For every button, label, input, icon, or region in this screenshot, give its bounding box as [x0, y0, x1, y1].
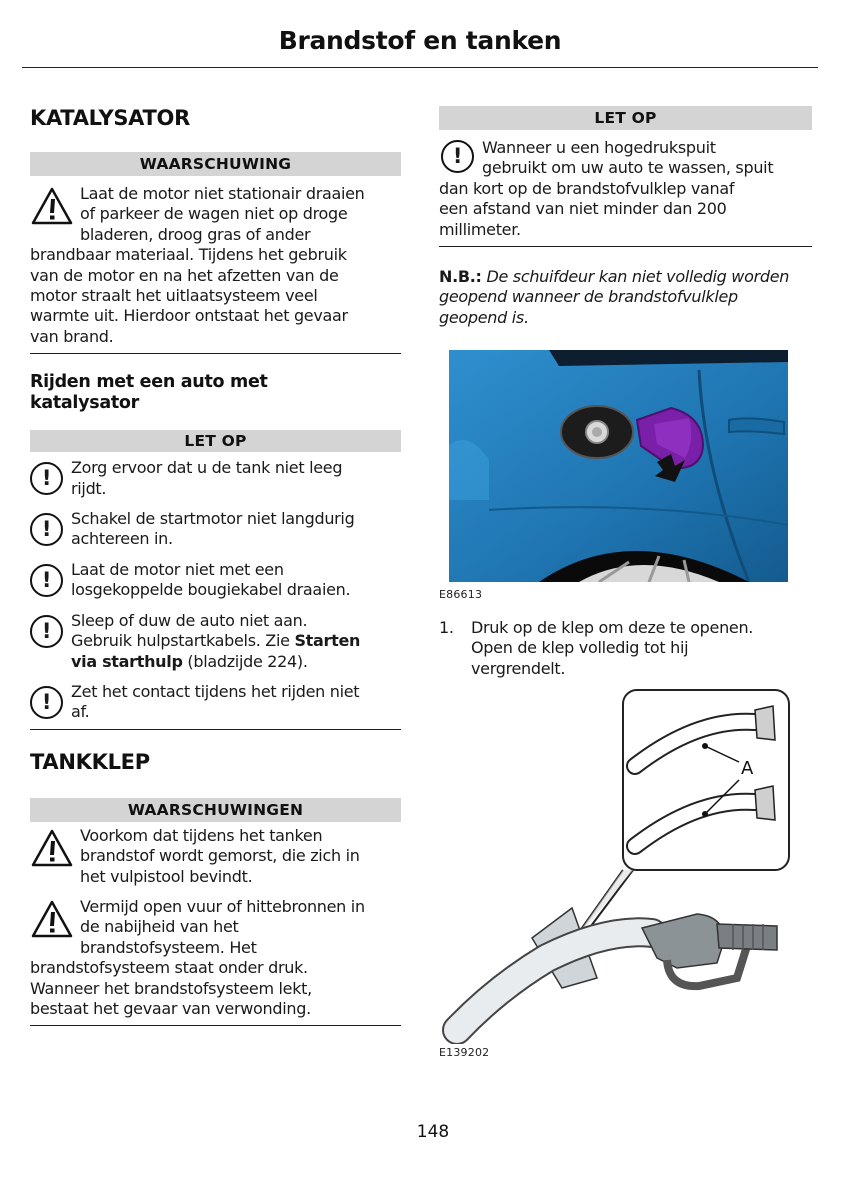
nb-text: De schuifdeur kan niet volledig worden — [481, 267, 790, 287]
note-line: Zorg ervoor dat u de tank niet leeg — [71, 458, 343, 478]
page-number: 148 — [416, 1122, 450, 1142]
subsection-title: katalysator — [30, 393, 139, 414]
note-item — [30, 611, 401, 672]
note-line — [71, 652, 401, 672]
section-title-tankklep: TANKKLEP — [30, 749, 150, 774]
caution-icon: ! — [30, 513, 63, 546]
caution-icon: ! — [441, 140, 474, 173]
warning-line: het vulpistool bevindt. — [80, 866, 253, 886]
note-line: Schakel de startmotor niet langdurig — [71, 509, 355, 529]
warning-line: of parkeer de wagen niet op droge — [80, 204, 348, 224]
note-item — [439, 138, 812, 240]
warning-triangle-icon — [30, 186, 74, 226]
right-column — [439, 106, 812, 328]
note-line: rijdt. — [71, 478, 107, 498]
step-line: Open de klep volledig tot hij — [471, 638, 689, 658]
divider — [439, 246, 812, 247]
caution-icon: ! — [30, 615, 63, 648]
cross-reference-link[interactable]: Starten — [294, 631, 361, 651]
warning-line: Laat de motor niet stationair draaien — [80, 184, 365, 203]
note-text: Gebruik hulpstartkabels. Zie — [71, 631, 295, 651]
warning-line: van de motor en na het afzetten van de — [30, 265, 339, 285]
caution-icon: ! — [30, 564, 63, 597]
note-bar: LET OP — [30, 430, 401, 452]
warning-line: brandstofsysteem. Het — [80, 937, 257, 957]
caution-icon: ! — [30, 462, 63, 495]
note-line: gebruikt om uw auto te wassen, spuit — [482, 158, 774, 178]
warning-line: brandstofsysteem staat onder druk. — [30, 958, 308, 978]
warning-bar: WAARSCHUWING — [30, 152, 401, 176]
warning-line: van brand. — [30, 326, 114, 346]
page-title: Brandstof en tanken — [278, 26, 562, 55]
step-number: 1. — [439, 618, 454, 637]
note-line: achtereen in. — [71, 529, 173, 549]
warning-line: Vermijd open vuur of hittebronnen in — [80, 896, 365, 916]
warning-line: bestaat het gevaar van verwonding. — [30, 998, 311, 1018]
step-line: vergrendelt. — [471, 658, 566, 678]
caution-icon: ! — [30, 686, 63, 719]
fuel-nozzle-diagram — [437, 688, 797, 1044]
warning-line: bladeren, droog gras of ander — [80, 224, 311, 244]
nb-line: geopend wanneer de brandstofvulklep — [439, 287, 738, 307]
warning-line: de nabijheid van het — [80, 917, 239, 937]
note-line: dan kort op de brandstofvulklep vanaf — [439, 178, 735, 198]
note-line: Wanneer u een hogedrukspuit — [482, 138, 716, 157]
diagram-callout-label: A — [741, 758, 754, 779]
warning-item — [30, 826, 401, 887]
divider — [30, 729, 401, 730]
figure-code: E139202 — [439, 1046, 490, 1059]
cross-reference-link[interactable]: via starthulp — [71, 651, 183, 671]
note-line: Zet het contact tijdens het rijden niet — [71, 681, 360, 701]
step-item — [439, 618, 812, 679]
warning-line: motor straalt het uitlaatsysteem veel — [30, 286, 318, 306]
subsection-title: Rijden met een auto met — [30, 372, 268, 393]
nb-line — [439, 267, 812, 287]
note-item — [30, 509, 401, 550]
nb-line: geopend is. — [439, 307, 529, 327]
warning-item — [30, 897, 401, 1019]
figure-code: E86613 — [439, 588, 483, 601]
step-line: Druk op de klep om deze te openen. — [471, 618, 754, 637]
note-item — [30, 682, 401, 723]
note-line: Sleep of duw de auto niet aan. — [71, 610, 308, 630]
divider — [30, 1025, 401, 1026]
left-column — [30, 104, 401, 1026]
section-title-katalysator: KATALYSATOR — [30, 106, 190, 130]
note-line: een afstand van niet minder dan 200 — [439, 199, 727, 219]
divider — [30, 353, 401, 354]
warning-bar: WAARSCHUWINGEN — [30, 798, 401, 822]
note-item — [30, 458, 401, 499]
note-line: losgekoppelde bougiekabel draaien. — [71, 580, 351, 600]
note-item — [30, 560, 401, 601]
note-line: af. — [71, 702, 90, 722]
note-line: Laat de motor niet met een — [71, 559, 284, 579]
nb-note — [439, 267, 812, 328]
warning-triangle-icon — [30, 828, 74, 868]
warning-line: Voorkom dat tijdens het tanken — [80, 825, 323, 845]
warning-line: brandstof wordt gemorst, die zich in — [80, 846, 360, 866]
fuel-flap-photo — [449, 350, 788, 582]
page-reference: (bladzijde 224). — [182, 651, 308, 671]
warning-line: Wanneer het brandstofsysteem lekt, — [30, 978, 312, 998]
warning-item — [30, 184, 401, 347]
warning-line: warmte uit. Hierdoor ontstaat het gevaar — [30, 306, 348, 326]
page-header — [22, 24, 818, 68]
warning-line: brandbaar materiaal. Tijdens het gebruik — [30, 245, 347, 265]
warning-triangle-icon — [30, 899, 74, 939]
nb-label: N.B.: — [439, 267, 482, 287]
note-line: millimeter. — [439, 219, 521, 239]
note-line — [71, 631, 401, 651]
note-bar: LET OP — [439, 106, 812, 130]
